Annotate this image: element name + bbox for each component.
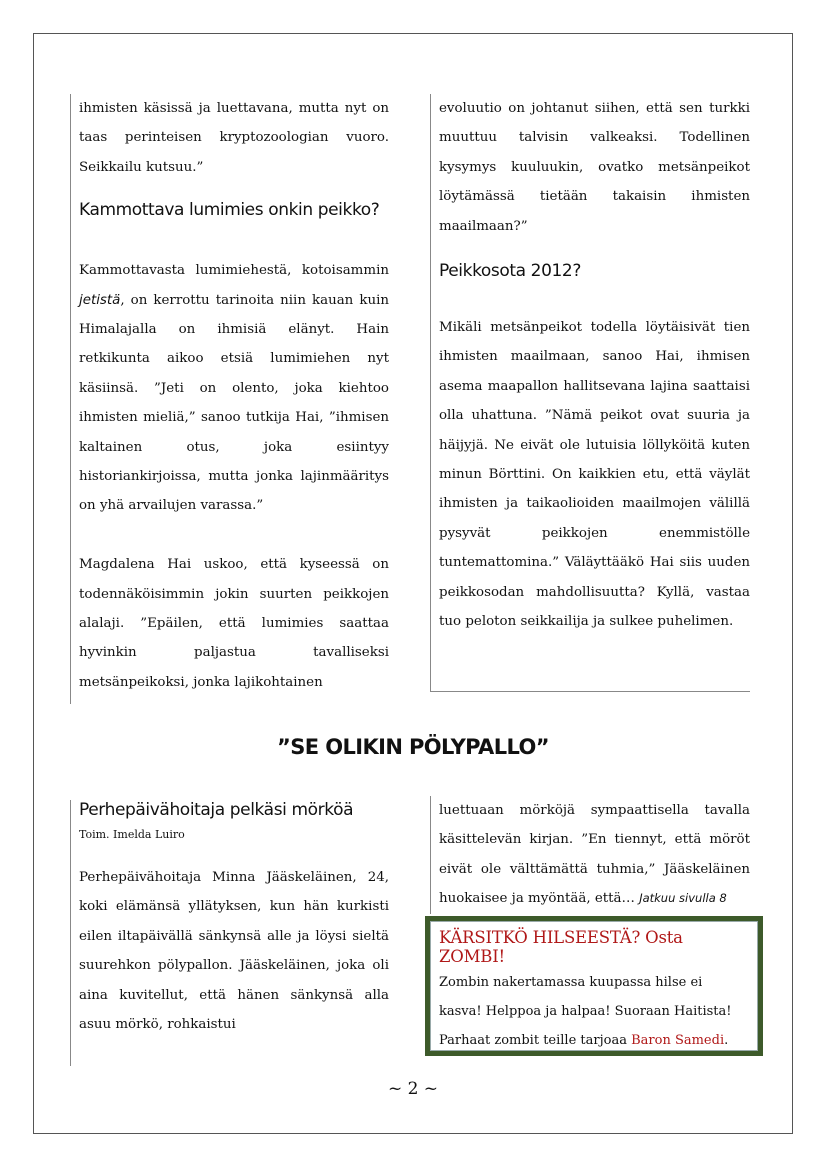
- right-column-top: [430, 94, 750, 692]
- left-column-bottom: [70, 800, 389, 1066]
- paragraph: Mikäli metsänpeikot todella löytäisivät tien ihmisten maailmaan, sanoo Hai, ihmisen asema maapallon hallitsevana lajina saattaisi olla uhattuna. ”Nämä peikot ovat suuria ja häijyjä. Ne eivät ole lutuisia löllyköitä kuten minun Börttini. On kaikkien etu, että väylät ihmisten ja taikaolioiden maailmojen välillä pysyvät peikkojen enemmistölle tuntemattomina.” Väläyttääkö Hai siis uuden peikkosodan mahdollisuutta? Kyllä, vastaa tuo peloton seikkailija ja sulkee puhelimen.: [439, 320, 750, 630]
- section-title: ”SE OLIKIN PÖLYPALLO”: [277, 735, 549, 759]
- article-heading: Perhepäivähoitaja pelkäsi mörköä: [79, 800, 354, 820]
- paragraph: Perhepäivähoitaja Minna Jääskeläinen, 24, koki elämänsä yllätyksen, kun hän kurkisti eilen iltapäivällä sänkynsä alle ja löysi sieltä suurehkon pölypallon. Jääskeläinen, joka oli aina kuvitellut, että hänen sänkynsä alla asuu mörkö, rohkaistui: [79, 870, 389, 1033]
- ad-text: Zombin nakertamassa kuupassa hilse ei kasva! Helppoa ja halpaa! Suoraan Haitista! Parhaat zombit teille tarjoaa Baron Samedi.: [439, 975, 732, 1048]
- paragraph: Kammottavasta lumimiehestä, kotoisammin jetistä, on kerrottu tarinoita niin kauan kuin Himalajalla on ihmisiä elänyt. Hain retkikunta aikoo etsiä lumimiehen nyt käsiinsä. ”Jeti on olento, joka kiehtoo ihmisten mieliä,” sanoo tutkija Hai, ”ihmisen kaltainen otus, joka esiintyy historiankirjoissa, mutta jonka lajinmääritys on yhä arvailujen varassa.”: [79, 263, 389, 514]
- advertisement-box: [425, 916, 763, 1056]
- right-column-bottom: [430, 796, 750, 914]
- emphasis: jetistä: [79, 292, 121, 308]
- ad-brand: Baron Samedi: [631, 1033, 725, 1048]
- left-column-top: [70, 94, 389, 704]
- article-heading: Peikkosota 2012?: [439, 261, 581, 282]
- advertisement-inner: [430, 921, 758, 1051]
- paragraph: evoluutio on johtanut siihen, että sen turkki muuttuu talvisin valkeaksi. Todellinen kysymys kuuluukin, ovatko metsänpeikot löytämässä tietään takaisin ihmisten maailmaan?”: [439, 101, 750, 234]
- byline: Toim. Imelda Luiro: [79, 828, 185, 841]
- page-number: ~ 2 ~: [387, 1079, 439, 1099]
- paragraph: ihmisten käsissä ja luettavana, mutta nyt on taas perinteisen kryptozoologian vuoro. Seikkailu kutsuu.”: [79, 101, 389, 175]
- ad-title: KÄRSITKÖ HILSEESTÄ? Osta ZOMBI!: [439, 928, 683, 966]
- paragraph: luettuaan mörköjä sympaattisella tavalla käsittelevän kirjan. ”En tiennyt, että möröt eivät ole välttämättä tuhmia,” Jääskeläinen huokaisee ja myöntää, että… Jatkuu sivulla 8: [439, 803, 750, 907]
- continued-link[interactable]: Jatkuu sivulla 8: [639, 891, 727, 906]
- article-heading: Kammottava lumimies onkin peikko?: [79, 200, 380, 221]
- paragraph: Magdalena Hai uskoo, että kyseessä on todennäköisimmin jokin suurten peikkojen alalaji. ”Epäilen, että lumimies saattaa hyvinkin paljastua tavalliseksi metsänpeikoksi, jonka lajikohtainen: [79, 557, 389, 690]
